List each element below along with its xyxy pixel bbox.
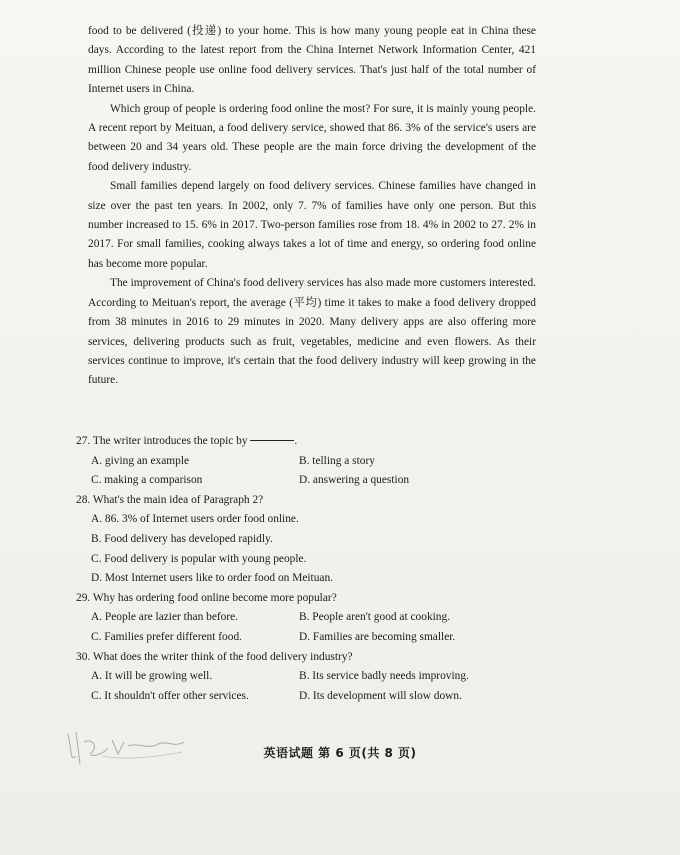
option-c: C. Families prefer different food.	[91, 630, 242, 643]
option-d: D. answering a question	[299, 474, 410, 487]
question-30	[76, 648, 546, 707]
option-d: D. Its development will slow down.	[299, 689, 462, 702]
question-stem: 28. What's the main idea of Paragraph 2?	[76, 493, 264, 506]
question-stem: 30. What does the writer think of the food delivery industry?	[76, 650, 353, 663]
option-b: B. People aren't good at cooking.	[299, 611, 451, 624]
option-a: A. 86. 3% of Internet users order food online.	[91, 513, 299, 526]
option-c: C. making a comparison	[91, 474, 203, 487]
options	[76, 608, 546, 647]
question-27	[76, 432, 546, 491]
paragraph-4: The improvement of China's food delivery services has also made more customers interested. According to Meituan's report, the average (平均) time it takes to make a food delivery dropped from 38 minutes in 2016 to 29 minutes in 2020. Many delivery apps are also offering more services, delivering products such as fruit, vegetables, medicine and even flowers. As their services continue to improve, it's certain that the food delivery industry will keep growing in the future.	[88, 277, 536, 387]
paragraph-2: Which group of people is ordering food online the most? For sure, it is mainly young people. A recent report by Meituan, a food delivery service, showed that 86. 3% of the service's users are between 20 and 34 years old. These people are the main force driving the development of the food delivery industry.	[88, 102, 536, 173]
option-a: A. giving an example	[91, 454, 190, 467]
option-a: A. It will be growing well.	[91, 670, 213, 683]
option-b: B. Its service badly needs improving.	[299, 670, 469, 683]
question-29	[76, 589, 546, 648]
option-c: C. It shouldn't offer other services.	[91, 689, 249, 702]
options	[76, 667, 546, 706]
pencil-scribble	[62, 712, 212, 772]
reading-passage	[88, 22, 536, 391]
options	[76, 452, 546, 491]
paragraph-1: food to be delivered (投递) to your home. This is how many young people eat in China these days. According to the latest report from the China Internet Network Information Center, 421 million Chinese people use online food delivery services. That's just half of the total number of Internet users in China.	[88, 25, 536, 96]
option-c: C. Food delivery is popular with young people.	[91, 552, 307, 565]
page-footer: 英语试题 第 6 页(共 8 页)	[263, 746, 417, 760]
question-stem: 27. The writer introduces the topic by .	[76, 435, 298, 447]
paragraph-3: Small families depend largely on food delivery services. Chinese families have changed in size over the past ten years. In 2002, only 7. 7% of families have only one person. But this number increased to 15. 6% in 2017. Two-person families rose from 18. 4% in 2002 to 27. 2% in 2017. For small families, cooking always takes a lot of time and energy, so ordering food online has become more popular.	[88, 180, 536, 270]
answer-blank	[250, 440, 294, 441]
options	[76, 510, 546, 588]
question-28	[76, 491, 546, 589]
option-b: B. telling a story	[299, 454, 375, 467]
question-list	[76, 432, 546, 706]
option-d: D. Most Internet users like to order food on Meituan.	[91, 572, 334, 585]
question-stem: 29. Why has ordering food online become more popular?	[76, 591, 337, 604]
option-a: A. People are lazier than before.	[91, 611, 239, 624]
option-d: D. Families are becoming smaller.	[299, 630, 456, 643]
option-b: B. Food delivery has developed rapidly.	[91, 532, 273, 545]
